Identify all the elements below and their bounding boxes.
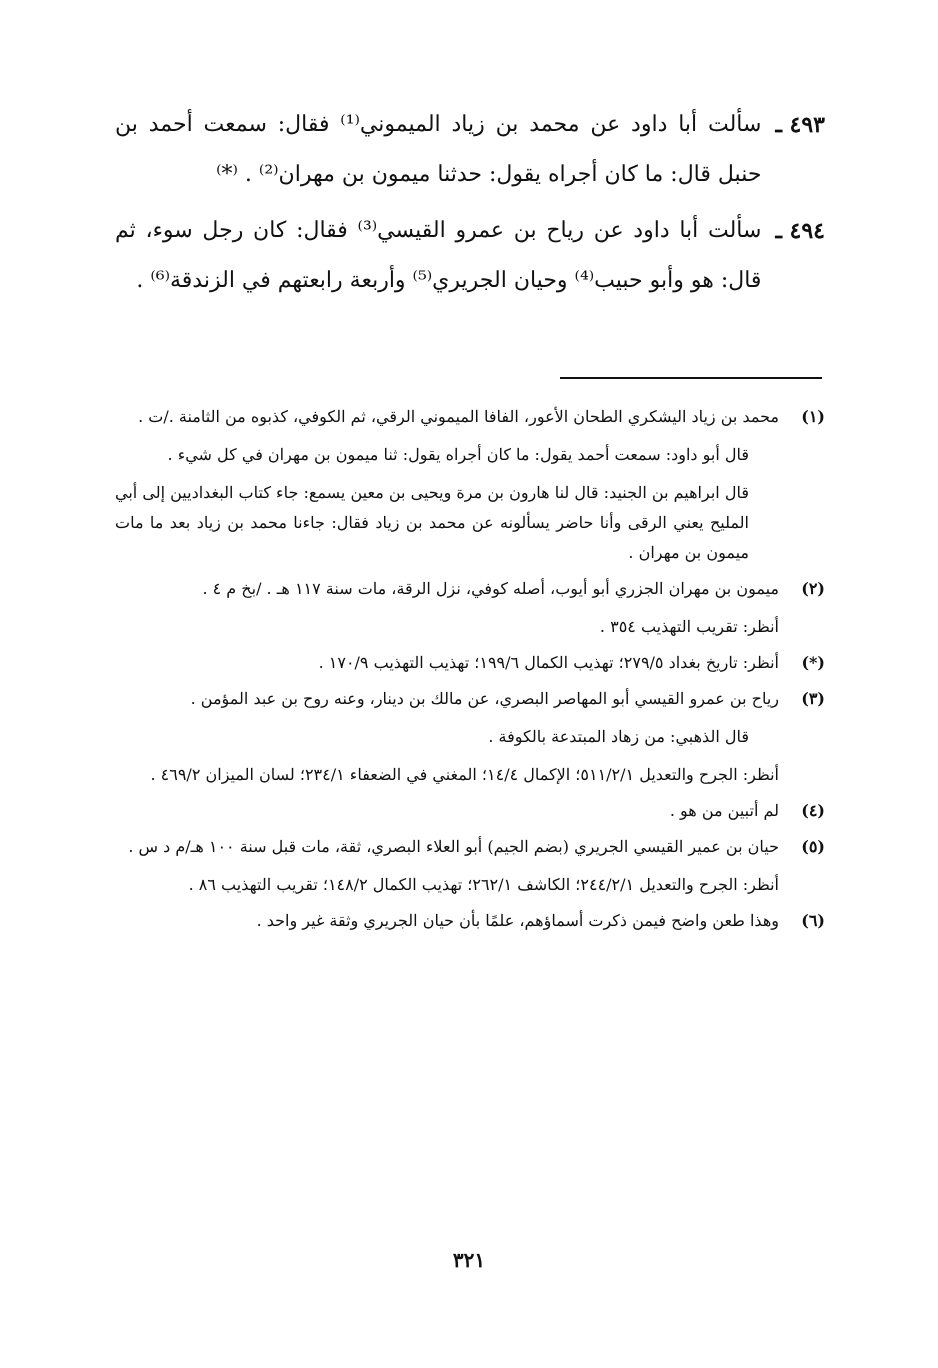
entry-493 xyxy=(115,100,825,200)
footnote-number: (٥) xyxy=(801,837,825,856)
footnote-number: (*) xyxy=(801,653,825,672)
footnote-body xyxy=(115,832,779,900)
footnote-body xyxy=(115,648,779,678)
entry-text: سألت أبا داود عن محمد بن زياد الميموني⁽¹⁾ فقال: سمعت أحمد بن حنبل قال: ما كان أجراه يقول: حدثنا ميمون بن مهران⁽²⁾ . ⁽*⁾ xyxy=(115,112,762,187)
footnote-5 xyxy=(115,832,825,900)
footnote-3 xyxy=(115,684,825,790)
footnote-paragraph: أنظر: الجرح والتعديل ٢٤٤/٢/١؛ الكاشف ٢٦٢/١؛ تهذيب الكمال ١٤٨/٢؛ تقريب التهذيب ٨٦ . xyxy=(188,875,779,894)
footnote-number: (٣) xyxy=(801,689,825,708)
footnote-body xyxy=(115,574,779,642)
footnote-number: (٦) xyxy=(801,911,825,930)
footnote-4 xyxy=(115,796,825,826)
footnote-body xyxy=(115,796,779,826)
footnote-paragraph: لم أتبين من هو . xyxy=(669,801,779,820)
footnote-body xyxy=(115,906,779,936)
footnote-paragraph: رياح بن عمرو القيسي أبو المهاصر البصري، عن مالك بن دينار، وعنه روح بن عبد المؤمن . xyxy=(190,689,779,708)
entry-number: ٤٩٣ ـ xyxy=(775,112,825,138)
footnote-paragraph: أنظر: تقريب التهذيب ٣٥٤ . xyxy=(599,617,779,636)
footnote-paragraph: ميمون بن مهران الجزري أبو أيوب، أصله كوفي، نزل الرقة، مات سنة ١١٧ هـ . /بخ م ٤ . xyxy=(202,579,779,598)
footnote-number: (١) xyxy=(801,407,825,426)
footnote-paragraph: قال الذهبي: من زهاد المبتدعة بالكوفة . xyxy=(488,727,749,746)
entry-number: ٤٩٤ ـ xyxy=(775,218,825,244)
footnote-body xyxy=(115,684,779,790)
footnote-number: (٢) xyxy=(801,579,825,598)
footnote-paragraph: وهذا طعن واضح فيمن ذكرت أسماؤهم، علمًا بأن حيان الجريري وثقة غير واحد . xyxy=(256,911,779,930)
footnote-paragraph: حيان بن عمير القيسي الجريري (بضم الجيم) أبو العلاء البصري، ثقة، مات قبل سنة ١٠٠ هـ/م د س . xyxy=(128,837,779,856)
footnote-paragraph: قال ابراهيم بن الجنيد: قال لنا هارون بن مرة ويحيى بن معين يسمع: جاء كتاب البغداديين إلى أبي المليح يعني الرقى وأنا حاضر يسألونه عن محمد بن زياد فقال: جاءنا محمد بن زياد بعد ما مات ميمون بن مهران . xyxy=(115,483,749,562)
footnote-separator xyxy=(560,377,822,379)
entry-text: سألت أبا داود عن رياح بن عمرو القيسي⁽³⁾ فقال: كان رجل سوء، ثم قال: هو وأبو حبيب⁽⁴⁾ وحيان الجريري⁽⁵⁾ وأربعة رابعتهم في الزندقة⁽⁶⁾ . xyxy=(115,218,762,293)
footnotes xyxy=(115,402,825,942)
footnote-paragraph: قال أبو داود: سمعت أحمد يقول: ما كان أجراه يقول: ثنا ميمون بن مهران في كل شيء . xyxy=(167,445,749,464)
footnote-paragraph: أنظر: تاريخ بغداد ٢٧٩/٥؛ تهذيب الكمال ١٩٩/٦؛ تهذيب التهذيب ١٧٠/٩ . xyxy=(318,653,779,672)
footnote-star xyxy=(115,648,825,678)
entry-494 xyxy=(115,206,825,306)
footnote-1 xyxy=(115,402,825,568)
footnote-2 xyxy=(115,574,825,642)
footnote-paragraph: أنظر: الجرح والتعديل ٥١١/٢/١؛ الإكمال ١٤/٤؛ المغني في الضعفاء ٢٣٤/١؛ لسان الميزان ٤٦٩/٢ . xyxy=(150,765,779,784)
footnote-number: (٤) xyxy=(801,801,825,820)
page-number: ٣٢١ xyxy=(452,1248,486,1272)
main-text xyxy=(115,100,825,306)
footnote-6 xyxy=(115,906,825,936)
footnote-body xyxy=(115,402,779,568)
footnote-paragraph: محمد بن زياد اليشكري الطحان الأعور، الفافا الميموني الرقي، ثم الكوفي، كذبوه من الثامنة ./ت . xyxy=(138,407,779,426)
